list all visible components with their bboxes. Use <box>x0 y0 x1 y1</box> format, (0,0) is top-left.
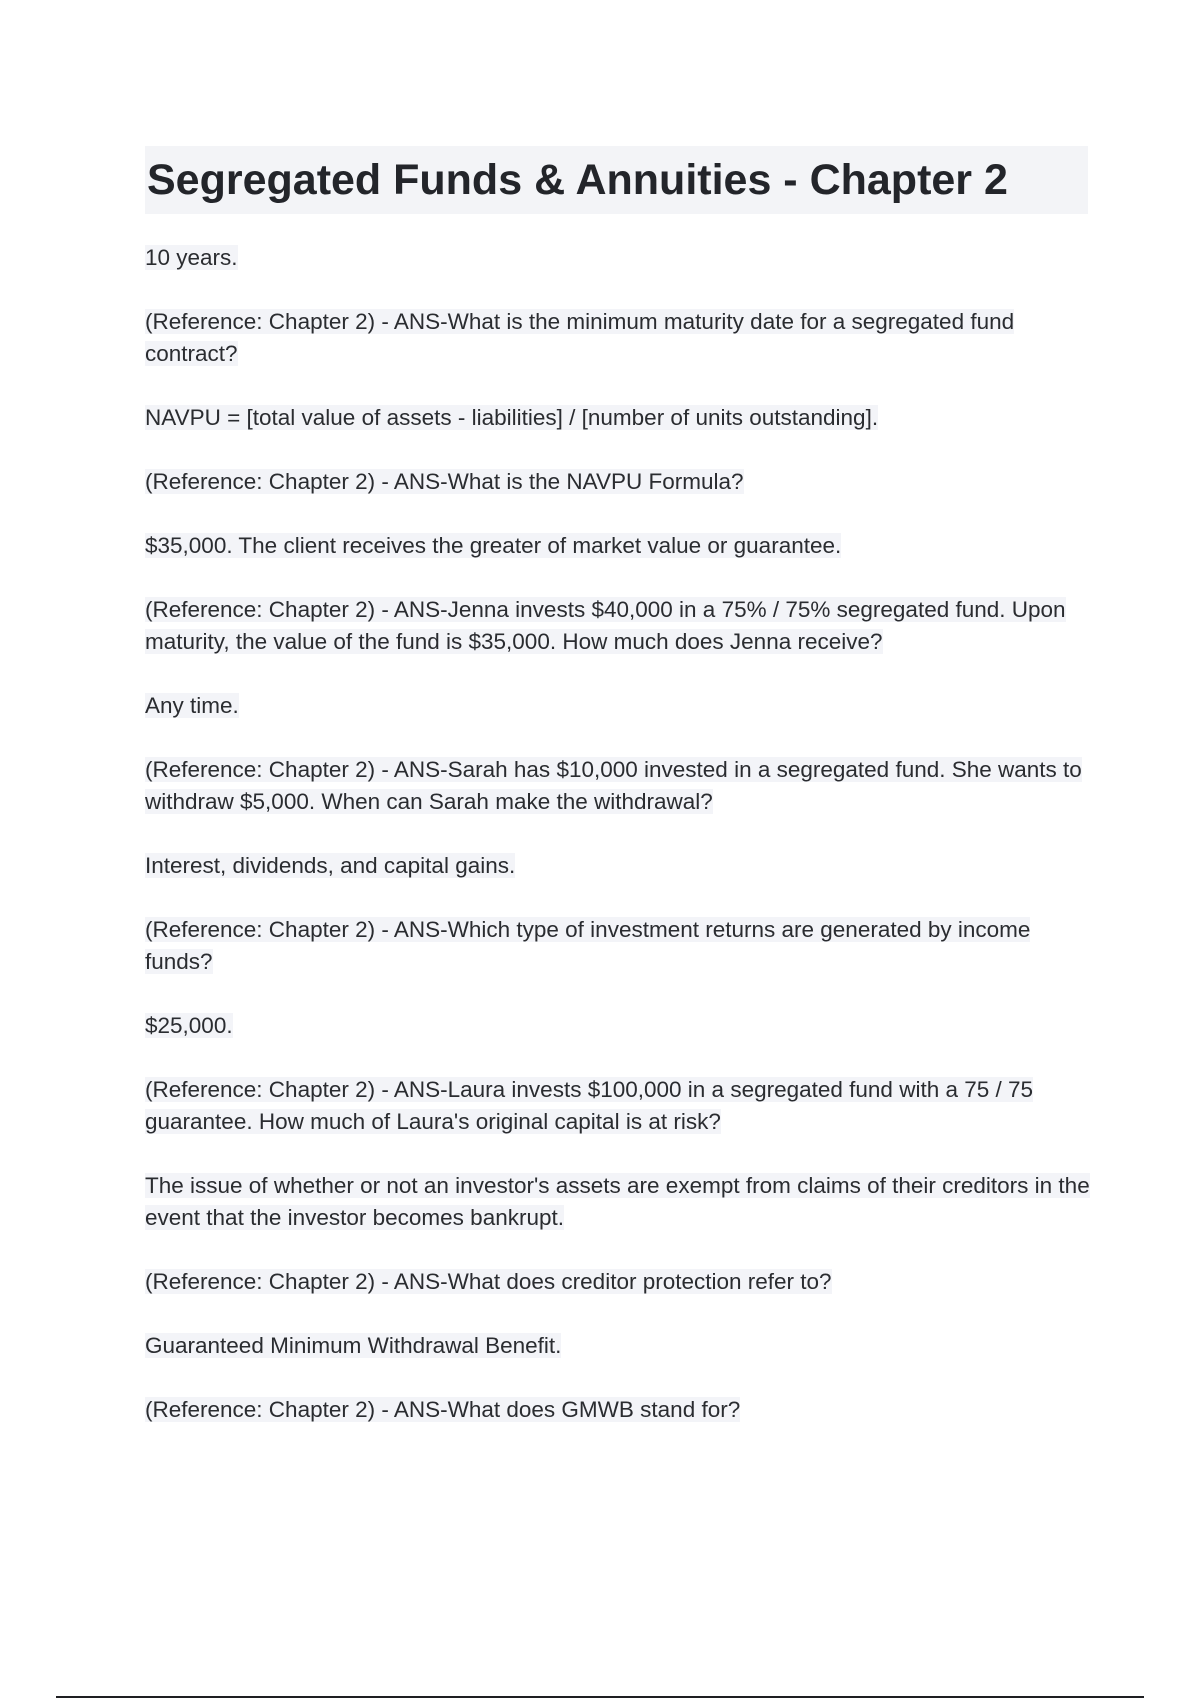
paragraph-text: (Reference: Chapter 2) - ANS-Sarah has $10,000 invested in a segregated fund. She wants to withdraw $5,000. When can Sarah make the withdrawal? <box>145 757 1082 814</box>
title-block <box>145 146 1088 214</box>
paragraph-question <box>145 1074 1090 1138</box>
paragraph-answer <box>145 1170 1090 1234</box>
paragraph-text: (Reference: Chapter 2) - ANS-Jenna invests $40,000 in a 75% / 75% segregated fund. Upon maturity, the value of the fund is $35,000. How much does Jenna receive? <box>145 597 1066 654</box>
paragraph-text: (Reference: Chapter 2) - ANS-Laura invests $100,000 in a segregated fund with a 75 / 75 guarantee. How much of Laura's original capital is at risk? <box>145 1077 1034 1134</box>
paragraph-answer <box>145 1010 1090 1042</box>
paragraph-question <box>145 594 1090 658</box>
paragraph-text: (Reference: Chapter 2) - ANS-What is the NAVPU Formula? <box>145 469 744 494</box>
page-footer-rule <box>56 1696 1144 1698</box>
paragraph-text: Interest, dividends, and capital gains. <box>145 853 516 878</box>
paragraph-question <box>145 1266 1090 1298</box>
paragraph-text: Guaranteed Minimum Withdrawal Benefit. <box>145 1333 562 1358</box>
paragraph-text: (Reference: Chapter 2) - ANS-What does creditor protection refer to? <box>145 1269 832 1294</box>
paragraph-answer <box>145 690 1090 722</box>
paragraph-text: (Reference: Chapter 2) - ANS-Which type of investment returns are generated by income funds? <box>145 917 1031 974</box>
paragraph-text: (Reference: Chapter 2) - ANS-What is the minimum maturity date for a segregated fund contract? <box>145 309 1015 366</box>
paragraph-text: $35,000. The client receives the greater of market value or guarantee. <box>145 533 842 558</box>
page-title: Segregated Funds & Annuities - Chapter 2 <box>147 156 1008 204</box>
paragraph-question <box>145 306 1090 370</box>
paragraph-text: $25,000. <box>145 1013 233 1038</box>
paragraph-text: (Reference: Chapter 2) - ANS-What does GMWB stand for? <box>145 1397 741 1422</box>
paragraph-answer <box>145 850 1090 882</box>
paragraph-question <box>145 1394 1090 1426</box>
paragraph-answer <box>145 402 1090 434</box>
paragraph-text: Any time. <box>145 693 239 718</box>
paragraph-text: The issue of whether or not an investor's assets are exempt from claims of their creditors in the event that the investor becomes bankrupt. <box>145 1173 1090 1230</box>
paragraph-answer <box>145 530 1090 562</box>
document-body <box>145 242 1090 1458</box>
paragraph-answer <box>145 1330 1090 1362</box>
paragraph-question <box>145 466 1090 498</box>
paragraph-answer <box>145 242 1090 274</box>
paragraph-question <box>145 754 1090 818</box>
paragraph-question <box>145 914 1090 978</box>
paragraph-text: NAVPU = [total value of assets - liabilities] / [number of units outstanding]. <box>145 405 879 430</box>
paragraph-text: 10 years. <box>145 245 238 270</box>
